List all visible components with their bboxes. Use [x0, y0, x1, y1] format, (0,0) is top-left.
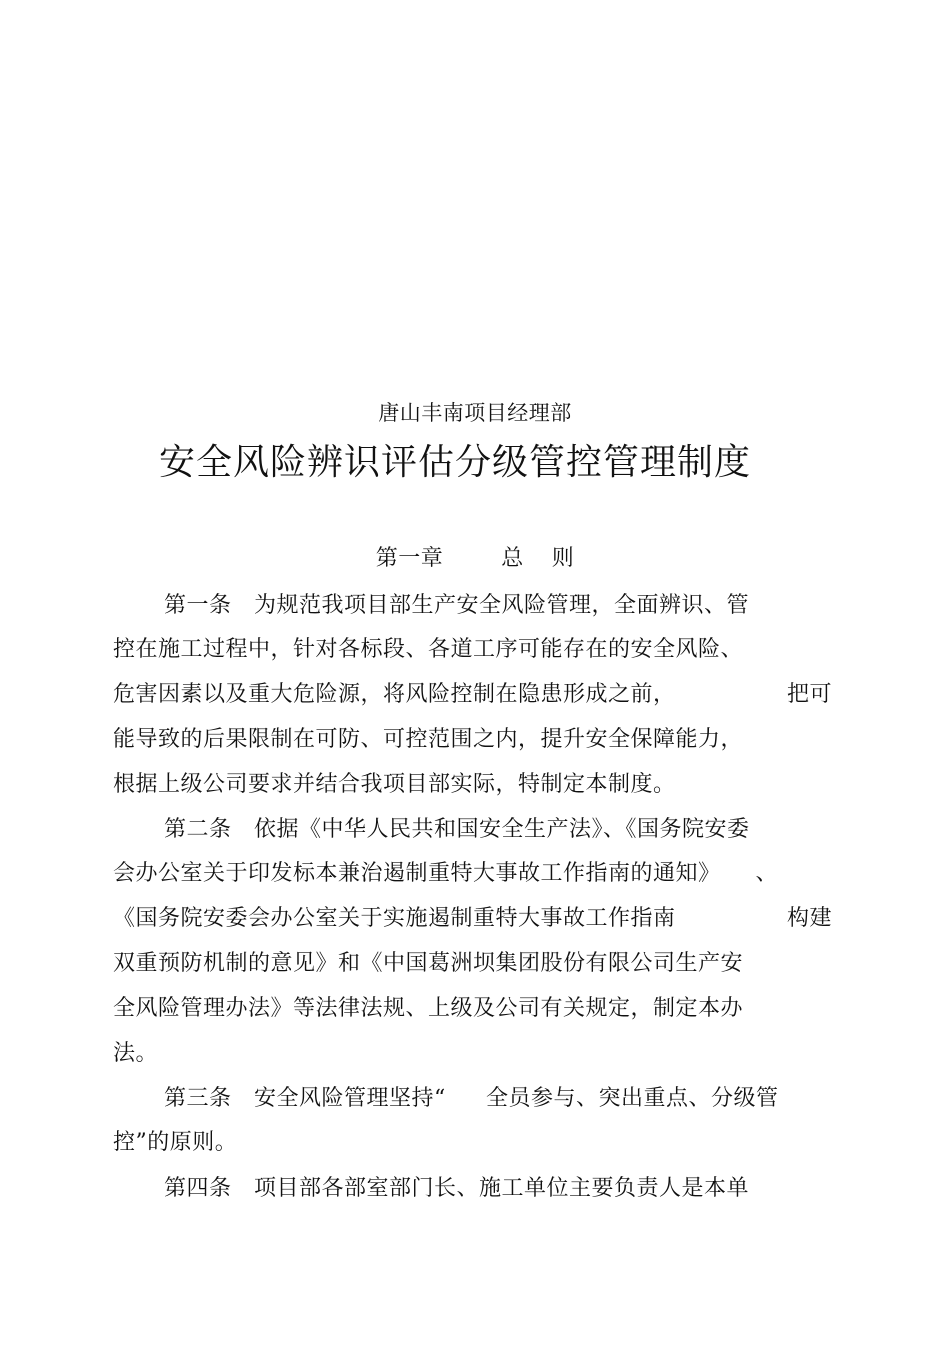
document-title: 安全风险辨识评估分级管控管理制度: [158, 442, 751, 483]
article-4-line-1: 第四条 项目部各部室部门长、施工单位主要负责人是本单: [164, 1176, 750, 1201]
article-3-line-1b: 全员参与、突出重点、分级管: [486, 1086, 779, 1111]
article-2-line-3-end: 构建: [786, 906, 832, 931]
article-2-line-3: 《国务院安委会办公室关于实施遏制重特大事故工作指南: [113, 906, 676, 931]
article-1-line-3: 危害因素以及重大危险源，将风险控制在隐患形成之前，: [113, 682, 676, 707]
chapter-number: 第一章: [375, 546, 444, 571]
organization-name: 唐山丰南项目经理部: [378, 401, 572, 425]
chapter-heading: [0, 544, 950, 574]
article-1-line-2: 控在施工过程中，针对各标段、各道工序可能存在的安全风险、: [113, 637, 744, 662]
article-2-line-2-end: 、: [755, 861, 778, 886]
article-1-line-4: 能导致的后果限制在可防、可控范围之内，提升安全保障能力，: [113, 727, 744, 752]
article-1-line-1: 第一条 为规范我项目部生产安全风险管理，全面辨识、管: [164, 593, 750, 618]
article-1-line-3-end: 把可: [786, 682, 832, 707]
article-2-line-5: 全风险管理办法》等法律法规、上级及公司有关规定，制定本办: [113, 996, 744, 1021]
article-3-line-2: 控”的原则。: [113, 1130, 238, 1155]
article-2-line-4: 双重预防机制的意见》和《中国葛洲坝集团股份有限公司生产安: [113, 951, 744, 976]
chapter-name-part-2: 则: [551, 546, 575, 571]
article-2-line-2: 会办公室关于印发标本兼治遏制重特大事故工作指南的通知》: [113, 861, 721, 886]
article-2-line-6: 法。: [113, 1041, 159, 1066]
article-1-line-5: 根据上级公司要求并结合我项目部实际，特制定本制度。: [113, 772, 676, 797]
article-3-line-1a: 第三条 安全风险管理坚持“: [164, 1086, 446, 1111]
article-2-line-1: 第二条 依据《中华人民共和国安全生产法》、《国务院安委: [164, 817, 750, 842]
chapter-name-part-1: 总: [501, 546, 524, 571]
